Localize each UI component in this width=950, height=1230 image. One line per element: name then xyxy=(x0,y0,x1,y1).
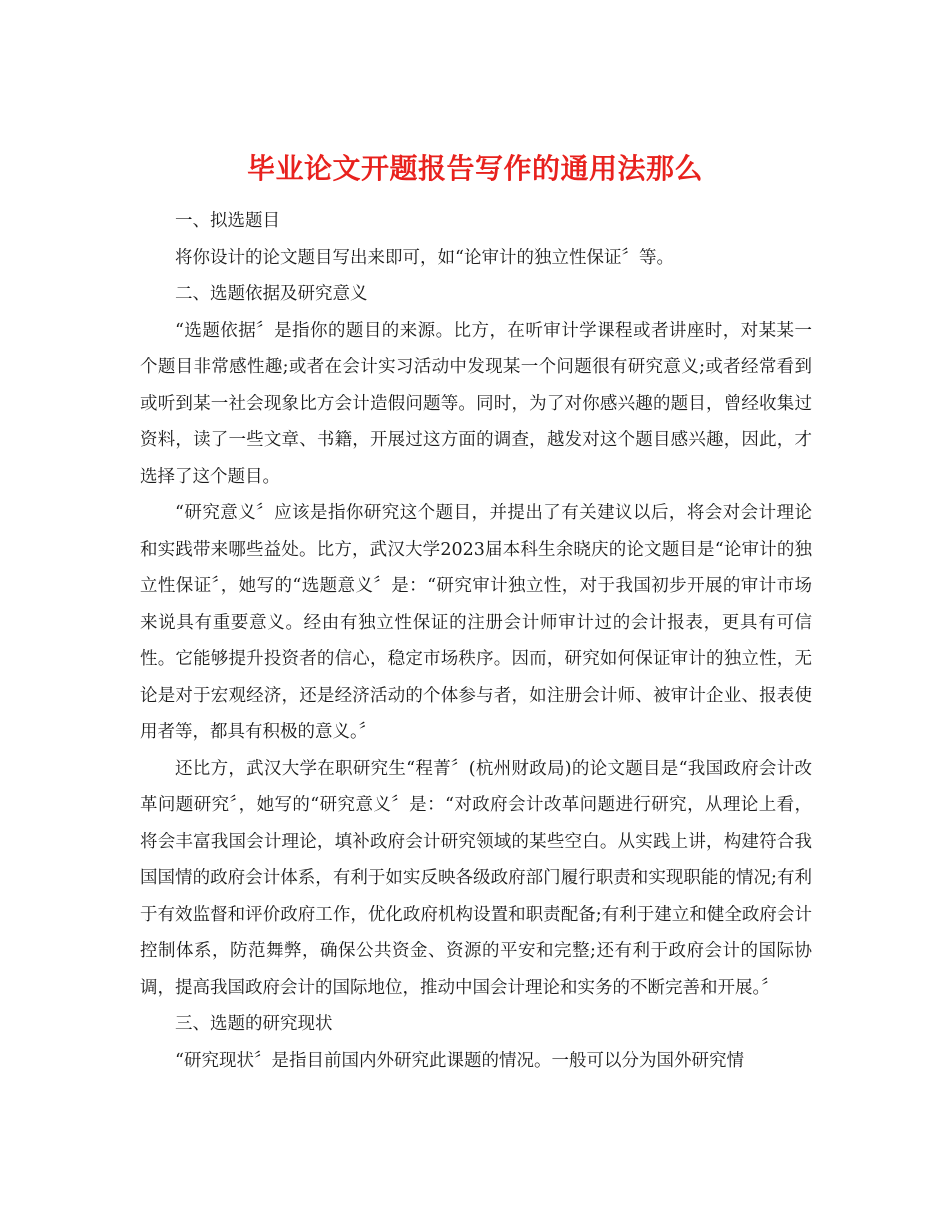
document-body xyxy=(140,203,812,1079)
section-heading-2: 二、选题依据及研究意义 xyxy=(175,284,368,304)
section-heading-3: 三、选题的研究现状 xyxy=(175,1014,333,1034)
section-heading-1: 一、拟选题目 xyxy=(175,211,280,231)
paragraph: 将你设计的论文题目写出来即可，如“论审计的独立性保证〞等。 xyxy=(175,247,674,268)
paragraph: 还比方，武汉大学在职研究生“程菁〞(杭州财政局)的论文题目是“我国政府会计改革问题研究〞，她写的“研究意义〞是：“对政府会计改革问题进行研究，从理论上看，将会丰富我国会计理论，填补政府会计研究领域的某些空白。从实践上讲，构建符合我国国情的政府会计体系，有利于如实反映各级政府部门履行职责和实现职能的情况;有利于有效监督和评价政府工作，优化政府机构设置和职责配备;有利于建立和健全政府会计控制体系，防范舞弊，确保公共资金、资源的平安和完整;还有利于政府会计的国际协调，提高我国政府会计的国际地位，推动中国会计理论和实务的不断完善和开展。〞 xyxy=(140,758,812,998)
paragraph: “选题依据〞是指你的题目的来源。比方，在听审计学课程或者讲座时，对某某一个题目非常感性趣;或者在会计实习活动中发现某一个问题很有研究意义;或者经常看到或听到某一社会现象比方会计造假问题等。同时，为了对你感兴趣的题目，曾经收集过资料，读了一些文章、书籍，开展过这方面的调查，越发对这个题目感兴趣，因此，才选择了这个题目。 xyxy=(140,320,812,487)
document-title: 毕业论文开题报告写作的通用法那么 xyxy=(246,151,703,185)
paragraph: “研究现状〞是指目前国内外研究此课题的情况。一般可以分为国外研究情 xyxy=(175,1050,744,1071)
paragraph: “研究意义〞应该是指你研究这个题目，并提出了有关建议以后，将会对会计理论和实践带来哪些益处。比方，武汉大学2023届本科生余晓庆的论文题目是“论审计的独立性保证〞，她写的“选题意义〞是：“研究审计独立性，对于我国初步开展的审计市场来说具有重要意义。经由有独立性保证的注册会计师审计过的会计报表，更具有可信性。它能够提升投资者的信心，稳定市场秩序。因而，研究如何保证审计的独立性，无论是对于宏观经济，还是经济活动的个体参与者，如注册会计师、被审计企业、报表使用者等，都具有积极的意义。〞 xyxy=(140,503,812,742)
